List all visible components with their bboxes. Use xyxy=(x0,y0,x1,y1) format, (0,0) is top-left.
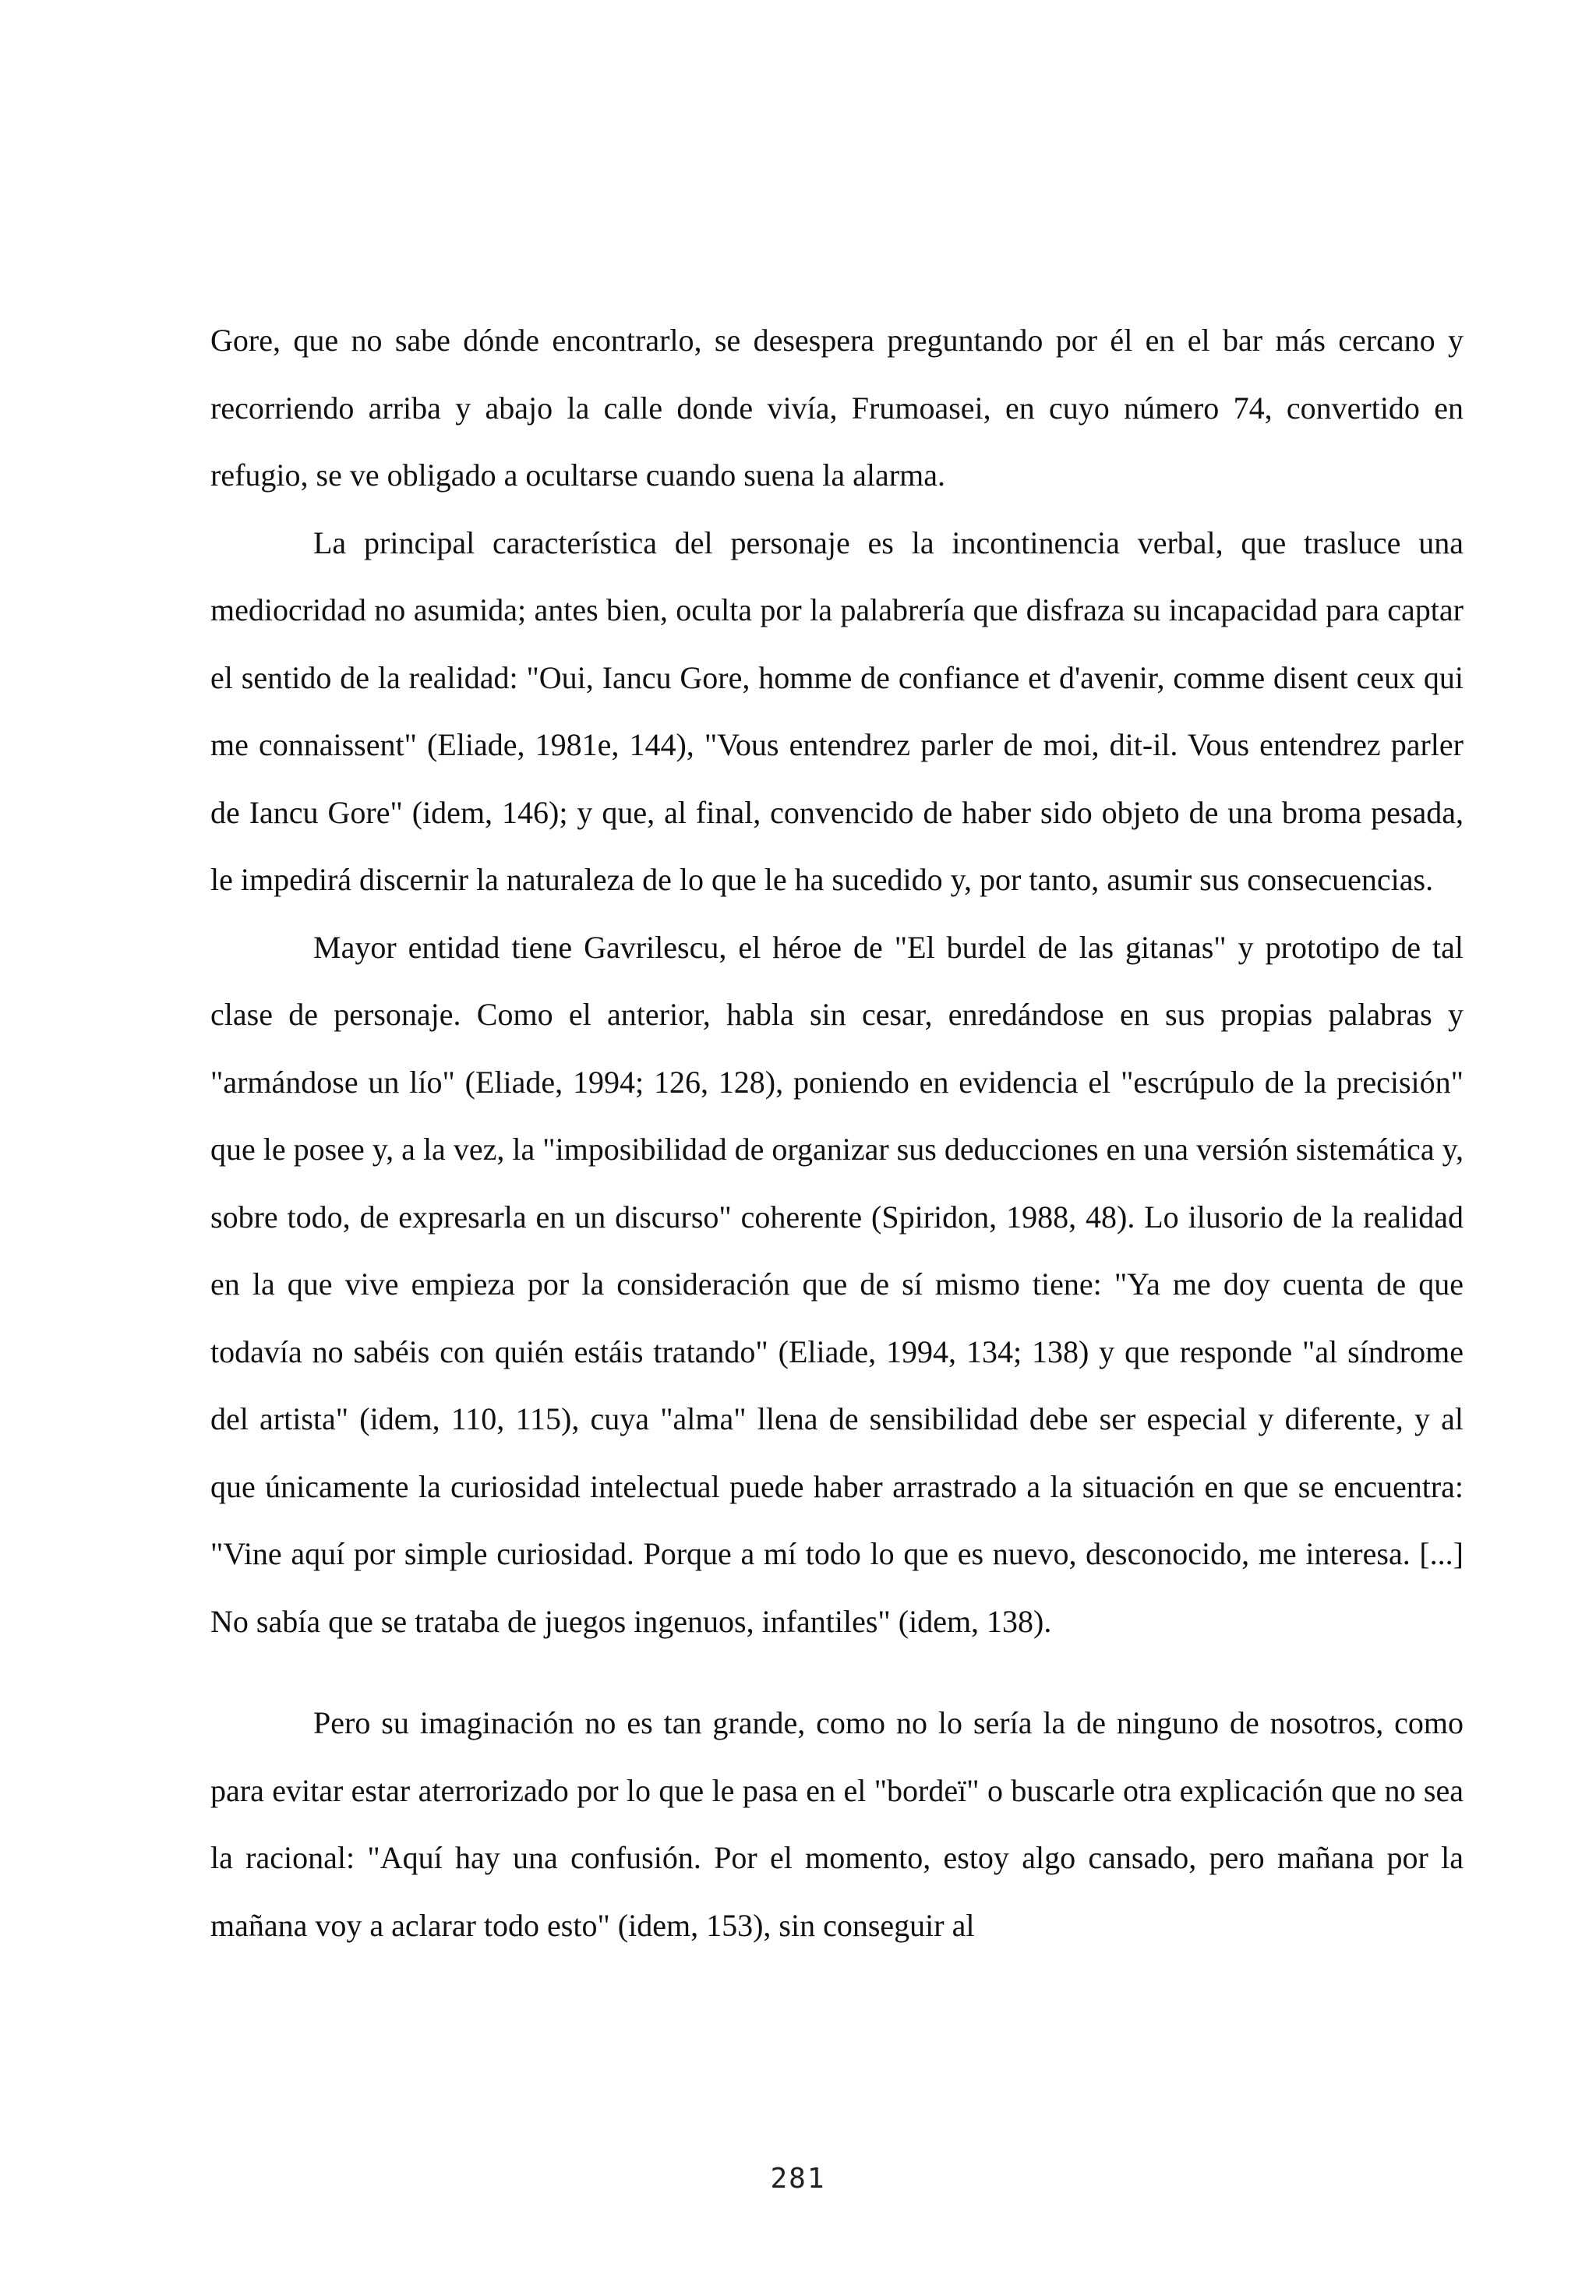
paragraph-gore-verbal-incontinence: La principal característica del personaje es la incontinencia verbal, que trasluce una mediocridad no asumida; antes bien, oculta por la palabrería que disfraza su incapacidad para captar el sentido de la realidad: "Oui, Iancu Gore, homme de confiance et d'avenir, comme disent ceux qui me connaissent" (Eliade, 1981e, 144), "Vous entendrez parler de moi, dit-il. Vous entendrez parler de Iancu Gore" (idem, 146); y que, al final, convencido de haber sido objeto de una broma pesada, le impedirá discernir la naturaleza de lo que le ha sucedido y, por tanto, asumir sus consecuencias. xyxy=(210,525,1464,897)
paragraph-imagination: Pero su imaginación no es tan grande, como no lo sería la de ninguno de nosotros, como para evitar estar aterrorizado por lo que le pasa en el "bordeï" o buscarle otra explicación que no sea la racional: "Aquí hay una confusión. Por el momento, estoy algo cansado, pero mañana por la mañana voy a aclarar todo esto" (idem, 153), sin conseguir al xyxy=(210,1705,1464,1943)
body-text xyxy=(210,307,1464,1959)
paragraph-gavrilescu: Mayor entidad tiene Gavrilescu, el héroe de "El burdel de las gitanas" y prototipo de tal clase de personaje. Como el anterior, habla sin cesar, enredándose en sus propias palabras y "armándose un lío" (Eliade, 1994; 126, 128), poniendo en evidencia el "escrúpulo de la precisión" que le posee y, a la vez, la "imposibilidad de organizar sus deducciones en una versión sistemática y, sobre todo, de expresarla en un discurso" coherente (Spiridon, 1988, 48). Lo ilusorio de la realidad en la que vive empieza por la consideración que de sí mismo tiene: "Ya me doy cuenta de que todavía no sabéis con quién estáis tratando" (Eliade, 1994, 134; 138) y que responde "al síndrome del artista" (idem, 110, 115), cuya "alma" llena de sensibilidad debe ser especial y diferente, y al que únicamente la curiosidad intelectual puede haber arrastrado a la situación en que se encuentra: "Vine aquí por simple curiosidad. Porque a mí todo lo que es nuevo, desconocido, me interesa. [...] No sabía que se trataba de juegos ingenuos, infantiles" (idem, 138). xyxy=(210,929,1464,1639)
page-number: 281 xyxy=(770,2163,826,2195)
paragraph-continuation: Gore, que no sabe dónde encontrarlo, se desespera preguntando por él en el bar más cercano y recorriendo arriba y abajo la calle donde vivía, Frumoasei, en cuyo número 74, convertido en refugio, se ve obligado a ocultarse cuando suena la alarma. xyxy=(210,323,1464,493)
